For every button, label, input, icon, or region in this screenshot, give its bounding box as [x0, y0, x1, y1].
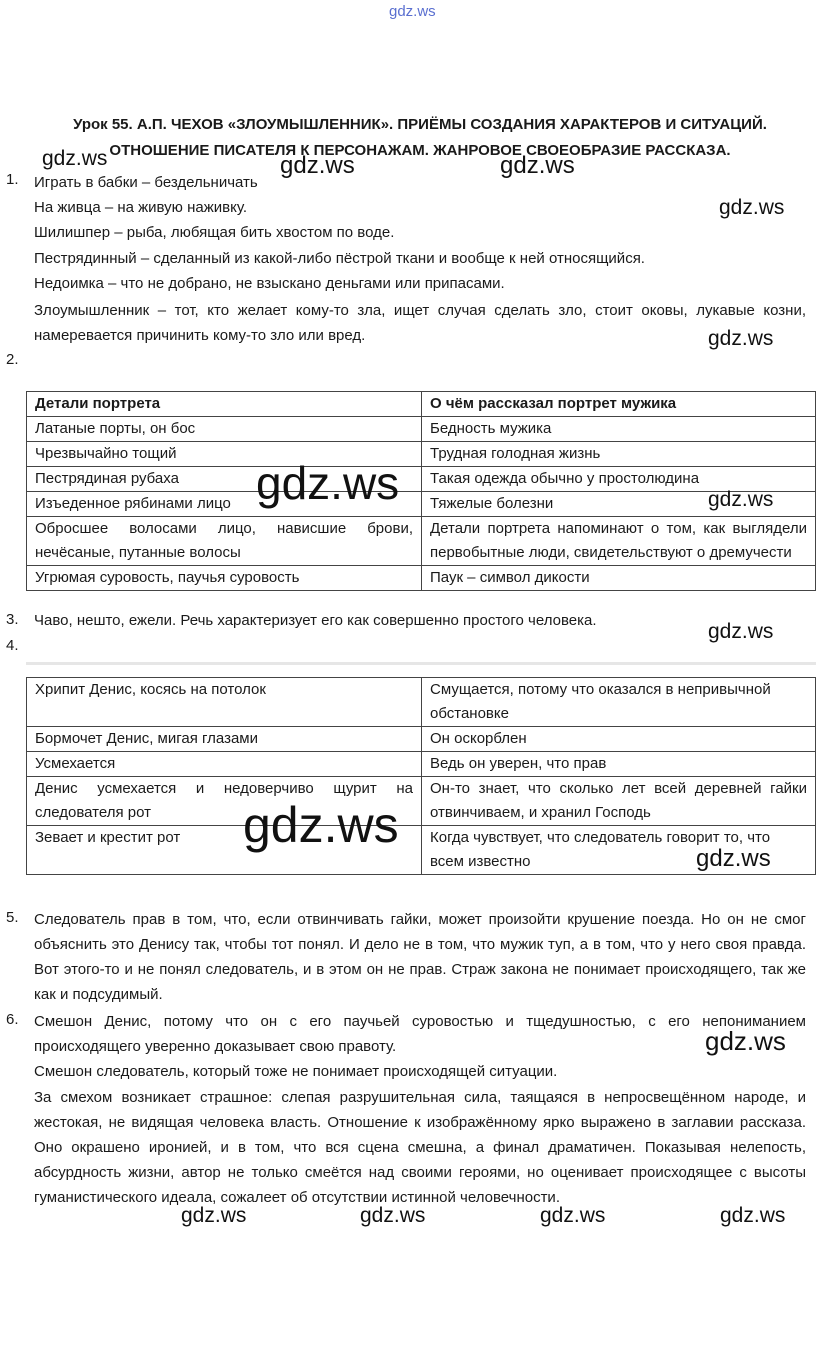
table-row	[27, 566, 816, 591]
section-1-number: 1.	[6, 171, 19, 188]
section-6-number: 6.	[6, 1011, 19, 1028]
watermark: gdz.ws	[42, 147, 108, 170]
table-cell: Денис усмехается и недоверчиво щурит на следователя рот	[27, 777, 422, 826]
section-3-text: Чаво, нешто, ежели. Речь характеризует его как совершенно простого человека.	[34, 612, 597, 629]
watermark: gdz.ws	[243, 797, 399, 853]
table-row	[27, 467, 816, 492]
scan-artifact	[26, 662, 816, 665]
table-cell: Паук – символ дикости	[422, 566, 816, 591]
table-row	[27, 442, 816, 467]
section-1-line: На живца – на живую наживку.	[34, 199, 248, 216]
section-2-number: 2.	[6, 351, 19, 368]
watermark: gdz.ws	[708, 327, 774, 350]
table-header-cell: Детали портрета	[27, 392, 422, 417]
table-cell: Изъеденное рябинами лицо	[27, 492, 422, 517]
table-row	[27, 752, 816, 777]
table-cell: Тяжелые болезни	[422, 492, 816, 517]
table-cell: Бедность мужика	[422, 417, 816, 442]
table-cell: Трудная голодная жизнь	[422, 442, 816, 467]
table-cell: Ведь он уверен, что прав	[422, 752, 816, 777]
table-header-cell: О чём рассказал портрет мужика	[422, 392, 816, 417]
table-row	[27, 417, 816, 442]
watermark-top: gdz.ws	[389, 3, 436, 20]
table-row	[27, 777, 816, 826]
section-6-paragraph-2: Смешон следователь, который тоже не понимает происходящей ситуации.	[34, 1063, 558, 1080]
table-row	[27, 727, 816, 752]
section-6-paragraph-3: За смехом возникает страшное: слепая разрушительная сила, таящаяся в непросвещённом народе, и жестокая, не видящая человека власть. Отношение к изображённому ярко выражено в заглавии рассказа. Оно окрашено иронией, и в том, что вся сцена смешна, а финал драматичен. Показывая нелепость, абсурдность жизни, автор не только смеётся над своими героями, но оценивает происходящее с высоты гуманистического идеала, сожалеет об отсутствии истинной человечности.	[34, 1089, 806, 1206]
watermark: gdz.ws	[708, 620, 774, 643]
section-4-number: 4.	[6, 637, 19, 654]
section-1-line: Пестрядинный – сделанный из какой-либо пёстрой ткани и вообще к ней относящийся.	[34, 250, 645, 267]
section-6-paragraph-1: Смешон Денис, потому что он с его паучьей суровостью и тщедушностью, с его непониманием происходящего уверенно доказывает свою правоту.	[34, 1013, 806, 1055]
section-1-line: Шилишпер – рыба, любящая бить хвостом по воде.	[34, 224, 395, 241]
watermark: gdz.ws	[280, 152, 355, 179]
table-header-row	[27, 392, 816, 417]
watermark: gdz.ws	[500, 152, 575, 179]
portrait-table	[26, 391, 816, 591]
table-cell: Он оскорблен	[422, 727, 816, 752]
watermark: gdz.ws	[181, 1204, 247, 1227]
watermark: gdz.ws	[720, 1204, 786, 1227]
watermark: gdz.ws	[256, 457, 400, 509]
lesson-title-line-2: ОТНОШЕНИЕ ПИСАТЕЛЯ К ПЕРСОНАЖАМ. ЖАНРОВОЕ СВОЕОБРАЗИЕ РАССКАЗА.	[109, 142, 731, 159]
table-cell: Угрюмая суровость, паучья суровость	[27, 566, 422, 591]
table-cell: Он-то знает, что сколько лет всей деревней гайки отвинчиваем, и хранил Господь	[422, 777, 816, 826]
section-1-paragraph: Злоумышленник – тот, кто желает кому-то зла, ищет случая сделать зло, стоит оковы, лукавые козни, намеревается причинить кому-то зло или вред.	[34, 302, 806, 344]
table-cell: Обросшее волосами лицо, нависшие брови, нечёсаные, путанные волосы	[27, 517, 422, 566]
watermark: gdz.ws	[696, 845, 771, 872]
table-cell: Чрезвычайно тощий	[27, 442, 422, 467]
section-5-text: Следователь прав в том, что, если отвинчивать гайки, может произойти крушение поезда. Но он не смог объяснить это Денису так, чтобы тот понял. И дело не в том, что мужик туп, а в том, что у него своя правда. Вот этого-то и не понял следователь, и в этом он не прав. Страж закона не понимает происходящего, так же как и подсудимый.	[34, 911, 806, 1003]
table-cell: Латаные порты, он бос	[27, 417, 422, 442]
section-1-line: Недоимка – что не добрано, не взыскано деньгами или припасами.	[34, 275, 505, 292]
lesson-title	[40, 112, 800, 164]
table-row	[27, 492, 816, 517]
table-cell: Смущается, потому что оказался в непривычной обстановке	[422, 678, 816, 727]
watermark: gdz.ws	[705, 1026, 786, 1056]
section-3-number: 3.	[6, 611, 19, 628]
watermark: gdz.ws	[540, 1204, 606, 1227]
watermark: gdz.ws	[719, 196, 785, 219]
table-row	[27, 678, 816, 727]
table-cell: Усмехается	[27, 752, 422, 777]
table-cell: Когда чувствует, что следователь говорит то, что всем известно	[422, 826, 816, 875]
table-cell: Детали портрета напоминают о том, как выглядели первобытные люди, свидетельствуют о дремучести	[422, 517, 816, 566]
table-cell: Зевает и крестит рот	[27, 826, 422, 875]
table-cell: Пестрядиная рубаха	[27, 467, 422, 492]
table-cell: Хрипит Денис, косясь на потолок	[27, 678, 422, 727]
section-1-line: Играть в бабки – бездельничать	[34, 174, 258, 191]
table-cell: Бормочет Денис, мигая глазами	[27, 727, 422, 752]
watermark: gdz.ws	[360, 1204, 426, 1227]
section-5-number: 5.	[6, 909, 19, 926]
table-row	[27, 517, 816, 566]
watermark: gdz.ws	[708, 488, 774, 511]
table-cell: Такая одежда обычно у простолюдина	[422, 467, 816, 492]
lesson-title-line-1: Урок 55. А.П. ЧЕХОВ «ЗЛОУМЫШЛЕННИК». ПРИЁМЫ СОЗДАНИЯ ХАРАКТЕРОВ И СИТУАЦИЙ.	[73, 116, 767, 133]
